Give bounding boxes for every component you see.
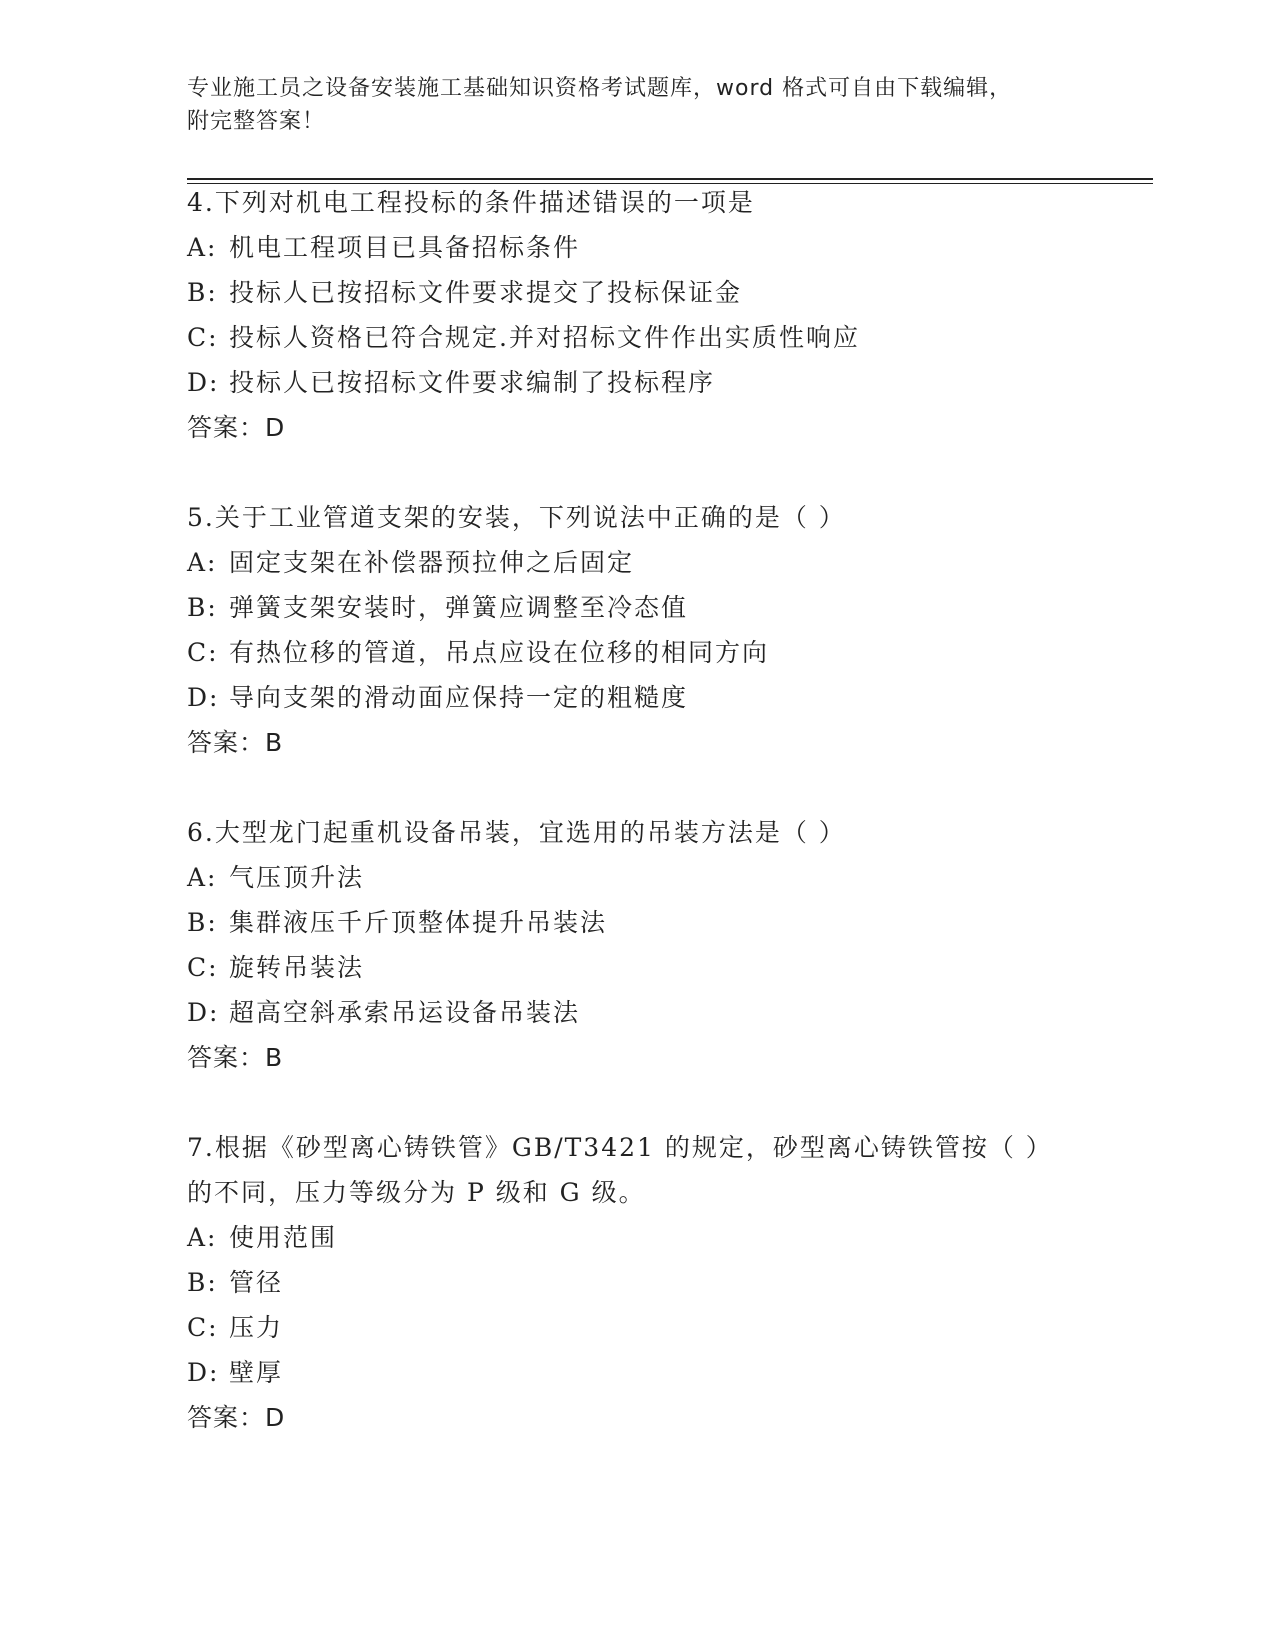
option-d bbox=[187, 1350, 1087, 1395]
question-stem-continued: 的不同，压力等级分为 P 级和 G 级。 bbox=[187, 1178, 646, 1207]
option-letter: A: bbox=[187, 233, 218, 262]
option-letter: D: bbox=[187, 1358, 220, 1387]
option-letter: C: bbox=[187, 638, 219, 667]
option-letter: D: bbox=[187, 998, 220, 1027]
option-c bbox=[187, 630, 1087, 675]
option-letter: A: bbox=[187, 1223, 218, 1252]
option-d bbox=[187, 675, 1087, 720]
option-text: 投标人已按招标文件要求提交了投标保证金 bbox=[229, 278, 743, 307]
option-a bbox=[187, 855, 1087, 900]
option-text: 有热位移的管道，吊点应设在位移的相同方向 bbox=[229, 638, 770, 667]
option-text: 气压顶升法 bbox=[229, 863, 365, 892]
option-c bbox=[187, 945, 1087, 990]
option-text: 压力 bbox=[229, 1313, 284, 1342]
option-b bbox=[187, 900, 1087, 945]
option-letter: B: bbox=[187, 908, 218, 937]
option-a bbox=[187, 225, 1087, 270]
option-letter: B: bbox=[187, 278, 218, 307]
header-line-1: 专业施工员之设备安装施工基础知识资格考试题库，word 格式可自由下载编辑， bbox=[187, 76, 1013, 101]
option-c bbox=[187, 315, 1087, 360]
question-stem: 4.下列对机电工程投标的条件描述错误的一项是 bbox=[187, 188, 755, 217]
option-d bbox=[187, 990, 1087, 1035]
option-letter: B: bbox=[187, 1268, 218, 1297]
option-text: 固定支架在补偿器预拉伸之后固定 bbox=[229, 548, 635, 577]
option-a bbox=[187, 1215, 1087, 1260]
option-letter: D: bbox=[187, 368, 220, 397]
question-stem: 5.关于工业管道支架的安装，下列说法中正确的是（ ） bbox=[187, 503, 846, 532]
question-stem: 7.根据《砂型离心铸铁管》GB/T3421 的规定，砂型离心铸铁管按（ ） bbox=[187, 1133, 1053, 1162]
option-text: 使用范围 bbox=[229, 1223, 338, 1252]
answer: 答案：D bbox=[187, 413, 286, 442]
option-letter: A: bbox=[187, 548, 218, 577]
document-header bbox=[187, 72, 1067, 138]
question-5 bbox=[187, 495, 1087, 765]
option-text: 投标人资格已符合规定.并对招标文件作出实质性响应 bbox=[229, 323, 860, 352]
option-letter: C: bbox=[187, 953, 219, 982]
answer: 答案：B bbox=[187, 728, 284, 757]
option-letter: D: bbox=[187, 683, 220, 712]
option-b bbox=[187, 585, 1087, 630]
answer: 答案：D bbox=[187, 1403, 286, 1432]
option-text: 管径 bbox=[229, 1268, 284, 1297]
option-text: 投标人已按招标文件要求编制了投标程序 bbox=[229, 368, 716, 397]
option-a bbox=[187, 540, 1087, 585]
option-text: 集群液压千斤顶整体提升吊装法 bbox=[229, 908, 608, 937]
question-6 bbox=[187, 810, 1087, 1080]
option-text: 壁厚 bbox=[229, 1358, 284, 1387]
option-letter: A: bbox=[187, 863, 218, 892]
question-7 bbox=[187, 1125, 1087, 1440]
option-letter: B: bbox=[187, 593, 218, 622]
question-stem: 6.大型龙门起重机设备吊装，宜选用的吊装方法是（ ） bbox=[187, 818, 846, 847]
option-d bbox=[187, 360, 1087, 405]
option-text: 超高空斜承索吊运设备吊装法 bbox=[229, 998, 581, 1027]
option-text: 机电工程项目已具备招标条件 bbox=[229, 233, 581, 262]
question-4 bbox=[187, 180, 1087, 450]
option-text: 导向支架的滑动面应保持一定的粗糙度 bbox=[229, 683, 689, 712]
header-line-2: 附完整答案！ bbox=[187, 109, 326, 134]
option-b bbox=[187, 270, 1087, 315]
option-text: 旋转吊装法 bbox=[229, 953, 365, 982]
option-c bbox=[187, 1305, 1087, 1350]
option-text: 弹簧支架安装时，弹簧应调整至冷态值 bbox=[229, 593, 689, 622]
option-b bbox=[187, 1260, 1087, 1305]
answer: 答案：B bbox=[187, 1043, 284, 1072]
option-letter: C: bbox=[187, 1313, 219, 1342]
option-letter: C: bbox=[187, 323, 219, 352]
